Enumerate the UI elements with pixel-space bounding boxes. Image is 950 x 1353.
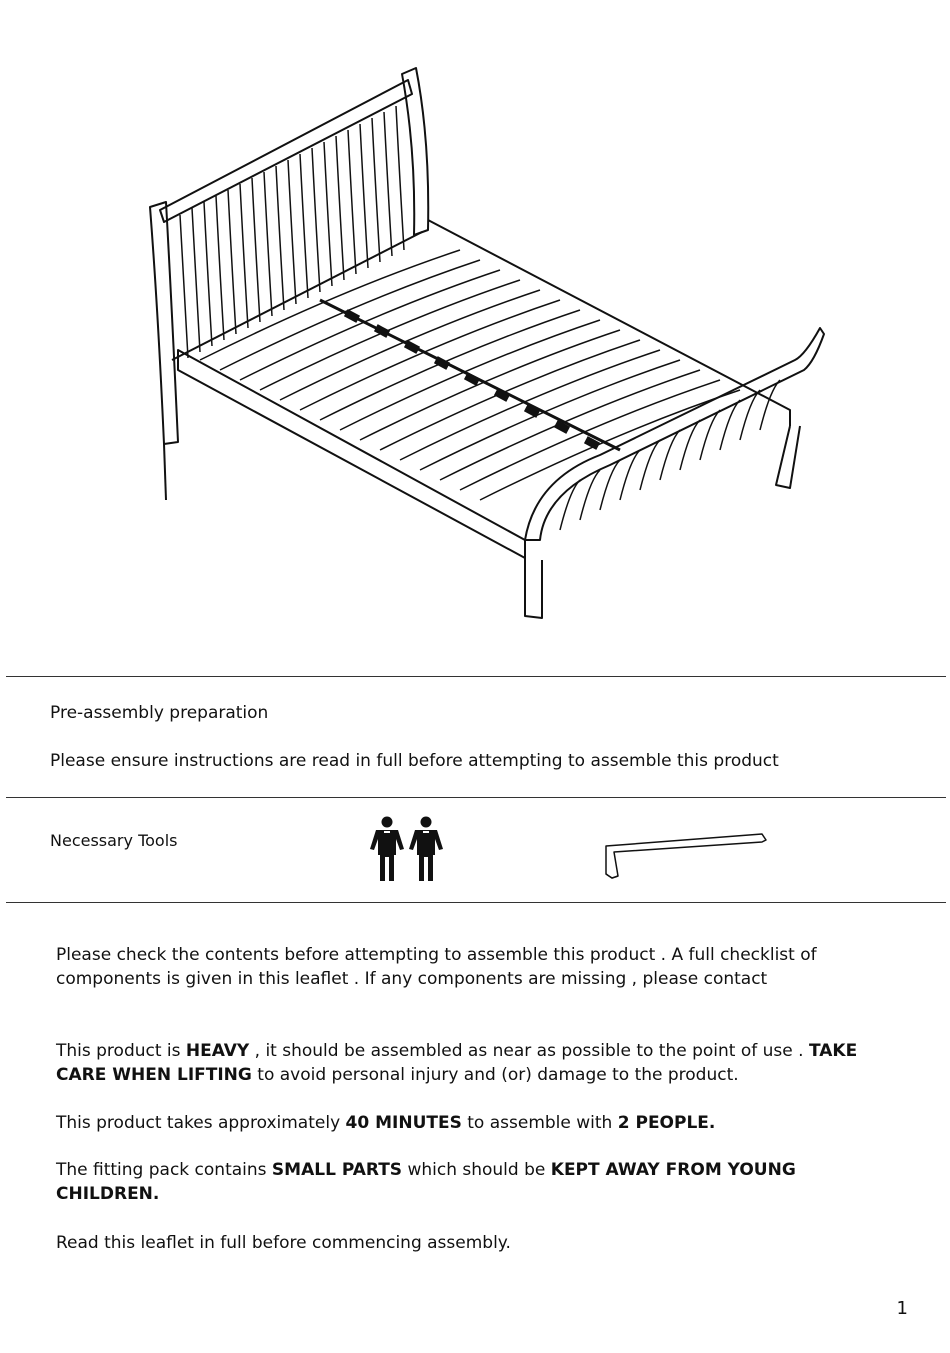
bed-frame-icon <box>140 60 830 630</box>
parts-line-1: The fitting pack contains SMALL PARTS which should be KEPT AWAY FROM YOUNG <box>56 1160 796 1180</box>
heavy-line-1: This product is HEAVY , it should be assembled as near as possible to the point of use . TAKE <box>56 1041 858 1061</box>
section-heading: Pre-assembly preparation <box>50 703 269 723</box>
tools-label: Necessary Tools <box>50 831 178 850</box>
check-line-1: Please check the contents before attempting to assemble this product . A full checklist of <box>56 945 817 965</box>
parts-line-2: CHILDREN. <box>56 1184 160 1204</box>
divider <box>6 902 946 903</box>
two-people-icon <box>368 815 446 883</box>
time-line: This product takes approximately 40 MINUTES to assemble with 2 PEOPLE. <box>56 1113 716 1133</box>
check-line-2: components is given in this leaflet . If any components are missing , please contact <box>56 969 768 989</box>
divider <box>6 676 946 677</box>
allen-key-icon <box>600 828 770 884</box>
divider <box>6 797 946 798</box>
instruction-note: Please ensure instructions are read in full before attempting to assemble this product <box>50 751 779 771</box>
heavy-line-2: CARE WHEN LIFTING to avoid personal injury and (or) damage to the product. <box>56 1065 739 1085</box>
page-number: 1 <box>896 1298 908 1319</box>
read-line: Read this leaflet in full before commencing assembly. <box>56 1233 511 1253</box>
